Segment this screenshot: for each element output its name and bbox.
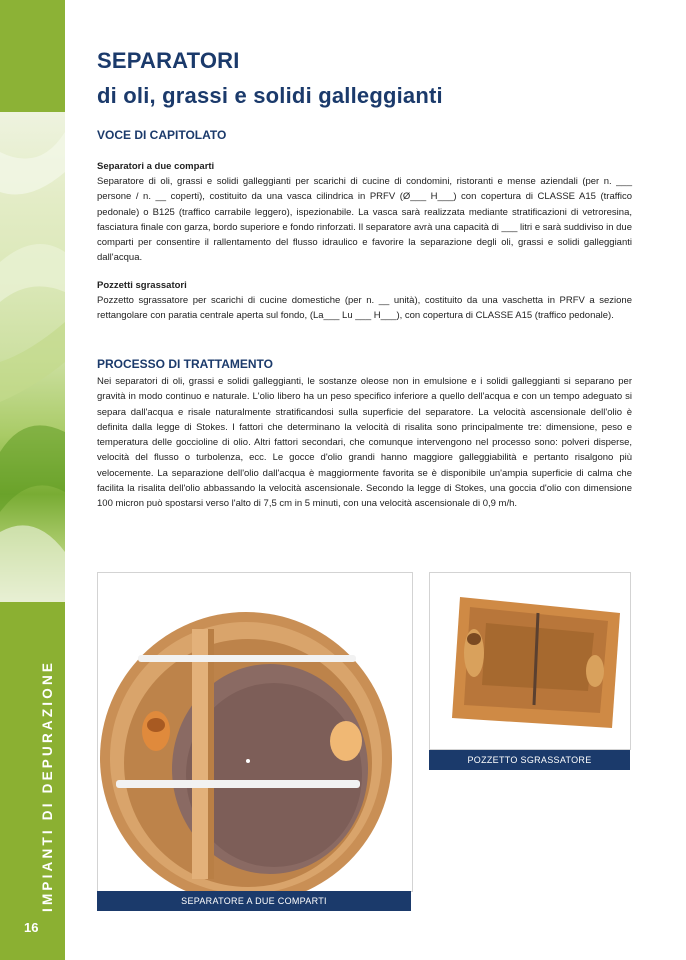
voce-heading: VOCE DI CAPITOLATO <box>97 128 227 142</box>
page-number: 16 <box>24 920 39 935</box>
pozzetti-paragraph: Pozzetto sgrassatore per scarichi di cucine domestiche (per n. __ unità), costituito da una vaschetta in PRFV a sezione rettangolare con paratia centrale aperta sul fondo, (La___ Lu ___ H___), con copertura di CLASSE A15 (traffico pedonale). <box>97 295 632 322</box>
pozzetto-caption: POZZETTO SGRASSATORE <box>429 750 630 770</box>
pozzetto-photo <box>429 572 631 750</box>
processo-paragraph: Nei separatori di oli, grassi e solidi galleggianti, le sostanze oleose non in emulsione e i solidi galleggianti si separano per gravità in modo continuo e naturale. L'olio libero ha un peso specifico inferiore a quello dell'acqua e con un tempo adeguato si separa dall'acqua e risale naturalmente stratificandosi sulla superficie del separatore. La velocità ascensionale dell'olio è definita dalla legge di Stokes. I fattori che determinano la velocità di risalita sono principalmente tre: dimensione, peso e temperatura delle goccioline di olio. Altri fattori secondari, che comunque intervengono nel processo sono: polveri disperse, velocità del flusso o turbolenza, ecc. Le gocce d'olio grandi hanno maggiore galleggiabilità e pertanto risalgono più velocemente. La separazione dell'olio dall'acqua è maggiormente favorita se è disponibile un'ampia superficie di calma che facilita la risalita dell'olio abbassando la velocità ascensionale. Secondo la legge di Stokes, una goccia d'olio con dimensione 100 micron può spostarsi verso l'alto di 7,5 cm in 5 minuti, con una velocità ascensionale di 0,9 m/h. <box>97 376 632 510</box>
sidebar-bottom-band <box>0 602 65 960</box>
sidebar-section-label: IMPIANTI DI DEPURAZIONE <box>40 659 55 912</box>
sidebar-leaf-photo <box>0 112 65 602</box>
separatore-photo <box>97 572 413 892</box>
leaf-graphic <box>0 112 65 602</box>
pozzetto-illustration <box>430 573 630 749</box>
separatore-caption: SEPARATORE A DUE COMPARTI <box>97 891 411 911</box>
processo-heading: PROCESSO DI TRATTAMENTO <box>97 357 274 371</box>
sidebar <box>0 0 65 960</box>
sidebar-top-band <box>0 0 65 112</box>
page-subtitle: di oli, grassi e solidi galleggianti <box>97 83 443 108</box>
separatori-paragraph: Separatore di oli, grassi e solidi galleggianti per scarichi di cucine di condomini, ristoranti e mense aziendali (per n. ___ persone / n. __ coperti), costituito da una vasca cilindrica in PRFV (Ø___ H___) con copertura di CLASSE A15 (traffico pedonale) o B125 (traffico carrabile leggero), ispezionabile. La vasca sarà realizzata mediante stratificazioni di vetroresina, fasciatura finale con garza, bordo superiore e fondo rinforzati. Il separatore avrà una capacità di ___ litri e sarà suddiviso in due comparti per consentire il rallentamento del flusso idraulico e favorire la separazione degli oli, grassi e solidi galleggianti dall'acqua. <box>97 176 632 264</box>
page-title: SEPARATORI <box>97 48 240 73</box>
separatori-subheading: Separatori a due comparti <box>97 161 215 172</box>
pozzetti-subheading: Pozzetti sgrassatori <box>97 280 187 291</box>
separatore-illustration <box>98 573 412 891</box>
